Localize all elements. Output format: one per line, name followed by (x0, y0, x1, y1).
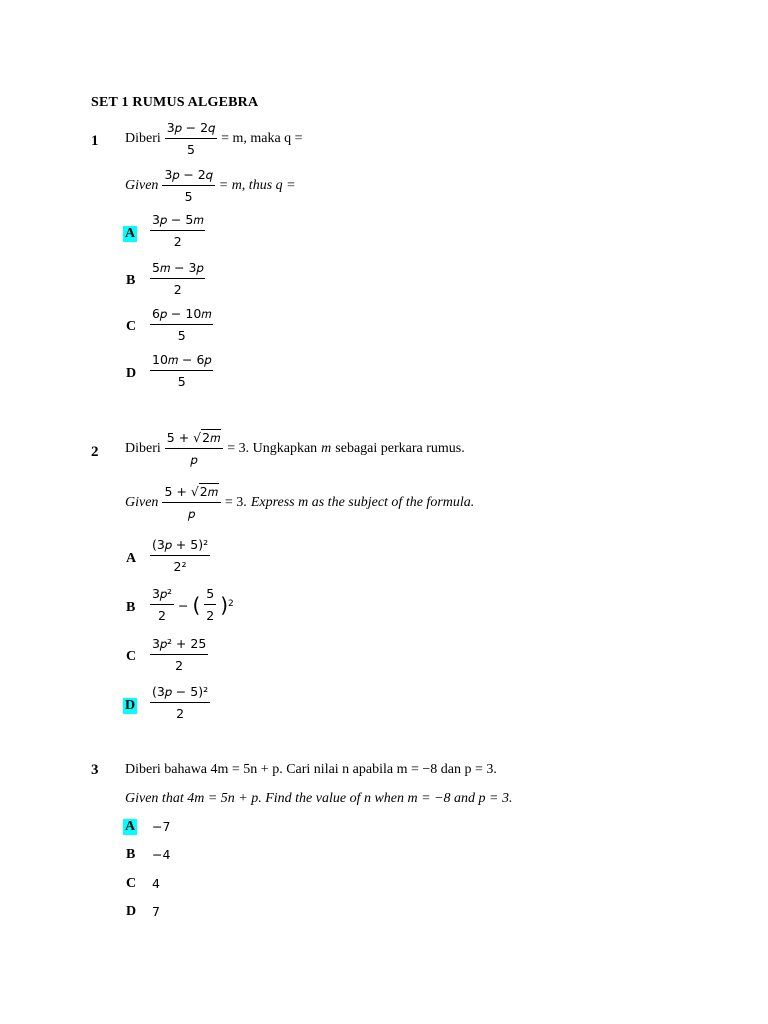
q2-en-suffix-a: = 3. (224, 495, 247, 510)
q2-b-num: 3𝑝² (150, 586, 174, 605)
q2-b-den: 2 (158, 608, 166, 623)
q2-ms-var-m: m (321, 441, 332, 456)
question-3-number: 3 (91, 762, 99, 778)
q1-ms-frac-den: 5 (186, 142, 195, 157)
q2-en-prefix: Given (125, 495, 159, 510)
q2-a-den: 2² (173, 559, 187, 574)
q1-option-d-letter[interactable]: D (126, 366, 137, 381)
q2-b-paren-num: 5 (204, 586, 216, 605)
question-3-malay: Diberi bahawa 4m = 5n + p. Cari nilai n apabila m = −8 dan p = 3. (125, 762, 497, 777)
question-1-english (125, 167, 296, 205)
q1-en-frac-den: 5 (184, 189, 193, 204)
q2-ms-prefix: Diberi (125, 441, 161, 456)
q2-d-num: (3𝑝 − 5)² (150, 684, 210, 703)
q1-ms-suffix: = m, maka q = (221, 131, 303, 146)
q1-c-num: 6𝑝 − 10𝑚 (150, 306, 213, 325)
q3-option-c-value[interactable]: 4 (152, 876, 160, 891)
q1-option-d[interactable] (150, 352, 213, 390)
q1-en-prefix: Given (125, 178, 159, 193)
q3-option-a-value[interactable]: −7 (152, 819, 171, 834)
q3-option-b-letter[interactable]: B (126, 847, 136, 862)
q3-option-a-highlight: A (125, 819, 136, 834)
q3-option-a-letter[interactable] (125, 819, 137, 835)
question-1-malay (125, 120, 303, 158)
q1-option-b-letter[interactable]: B (126, 273, 136, 288)
question-2-malay (125, 430, 465, 468)
question-2-number: 2 (91, 444, 99, 460)
q1-ms-frac-num: 3𝑝 − 2𝑞 (165, 120, 217, 139)
q1-option-b[interactable] (150, 260, 205, 298)
q2-a-num: (3𝑝 + 5)² (150, 537, 210, 556)
q2-c-num: 3𝑝² + 25 (150, 636, 208, 655)
q1-ms-prefix: Diberi (125, 131, 161, 146)
q1-option-a-letter[interactable] (125, 226, 137, 242)
question-2-english (125, 484, 474, 522)
q1-option-c[interactable] (150, 306, 213, 344)
q1-ms-fraction (165, 120, 217, 158)
q2-ms-frac-num (165, 430, 223, 449)
q2-ms-suffix-b: sebagai perkara rumus. (335, 441, 465, 456)
q2-en-suffix-b: Express m as the subject of the formula. (250, 495, 475, 510)
q2-option-a-letter[interactable]: A (126, 551, 137, 566)
q2-ms-suffix-a: = 3. Ungkapkan (227, 441, 318, 456)
q1-en-suffix: = m, thus q = (218, 178, 296, 193)
q2-b-paren-den: 2 (206, 608, 215, 623)
q2-en-frac-den: 𝑝 (188, 506, 196, 521)
q2-ms-radicand: 2𝑚 (202, 430, 221, 445)
q2-d-den: 2 (176, 706, 185, 721)
q1-c-den: 5 (177, 328, 186, 343)
q2-option-b[interactable] (150, 586, 234, 624)
q1-b-den: 2 (173, 282, 182, 297)
q2-en-fraction (162, 484, 220, 522)
q1-en-fraction (162, 167, 214, 205)
q1-b-num: 5𝑚 − 3𝑝 (150, 260, 205, 279)
q2-b-close-paren: )$^2$ (220, 593, 234, 617)
sqrt-symbol: √2𝑚 (193, 430, 221, 445)
q2-en-radicand: 2𝑚 (199, 484, 218, 499)
q3-option-d-value[interactable]: 7 (152, 904, 160, 919)
q1-option-a-highlight: A (125, 226, 136, 241)
q2-en-frac-num (162, 484, 220, 503)
page-title: SET 1 RUMUS ALGEBRA (91, 95, 259, 110)
q1-a-den: 2 (173, 234, 182, 249)
q2-ms-fraction (165, 430, 223, 468)
q2-b-open-paren: ( (192, 593, 201, 617)
q2-en-num-a: 5 + (164, 484, 187, 499)
q1-option-a[interactable] (150, 212, 205, 250)
q2-ms-num-a: 5 + (166, 430, 190, 445)
question-1-number: 1 (91, 133, 99, 149)
q3-option-b-value[interactable]: −4 (152, 847, 171, 862)
q2-b-minus: − (177, 597, 189, 613)
q2-option-c[interactable] (150, 636, 208, 674)
q3-option-d-letter[interactable]: D (126, 904, 137, 919)
q1-a-num: 3𝑝 − 5𝑚 (150, 212, 205, 231)
q2-option-d-letter[interactable] (125, 698, 137, 714)
q2-ms-frac-den: 𝑝 (190, 452, 198, 467)
question-3-english: Given that 4m = 5n + p. Find the value of n when m = −8 and p = 3. (125, 791, 513, 806)
q3-option-c-letter[interactable]: C (126, 876, 137, 891)
q2-option-c-letter[interactable]: C (126, 649, 137, 664)
q1-d-den: 5 (177, 374, 186, 389)
q2-c-den: 2 (175, 658, 184, 673)
q1-en-frac-num: 3𝑝 − 2𝑞 (162, 167, 214, 186)
q1-d-num: 10𝑚 − 6𝑝 (150, 352, 213, 371)
q2-option-a[interactable] (150, 537, 210, 575)
q2-option-d-highlight: D (125, 698, 136, 713)
sqrt-symbol: √2𝑚 (190, 484, 218, 499)
q2-option-b-letter[interactable]: B (126, 600, 136, 615)
q1-option-c-letter[interactable]: C (126, 319, 137, 334)
q2-option-d[interactable] (150, 684, 210, 722)
